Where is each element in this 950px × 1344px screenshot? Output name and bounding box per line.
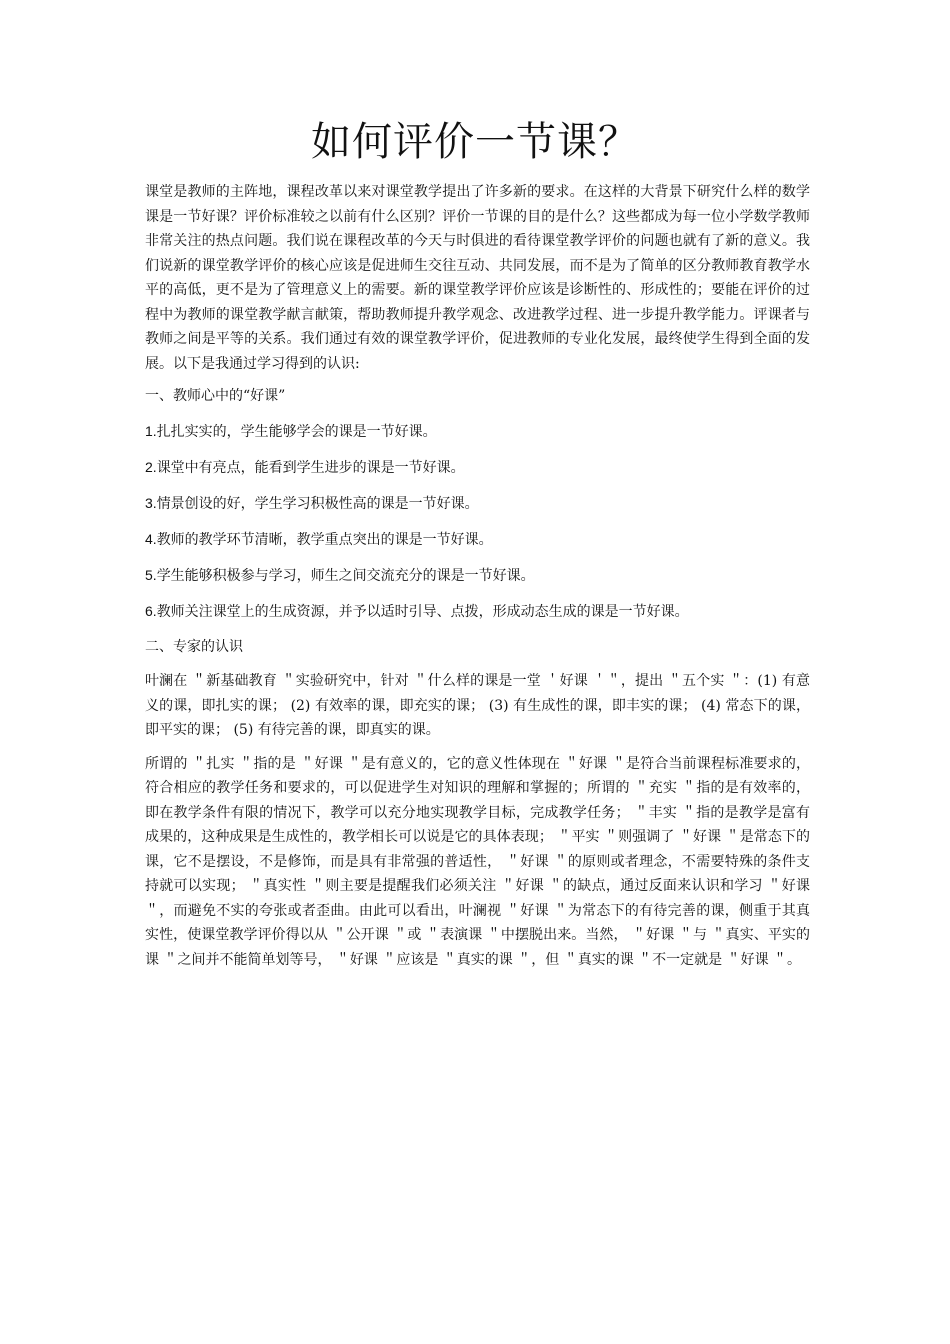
list-item <box>145 599 810 625</box>
item-text: 扎扎实实的，学生能够学会的课是一节好课。 <box>156 423 437 440</box>
item-text: 教师的教学环节清晰，教学重点突出的课是一节好课。 <box>156 531 493 548</box>
section-heading-2: 二、专家的认识 <box>145 638 243 655</box>
item-number: 3. <box>145 494 157 511</box>
item-number: 1. <box>145 422 157 439</box>
item-number: 2. <box>145 458 157 475</box>
item-text: 课堂中有亮点，能看到学生进步的课是一节好课。 <box>156 459 465 476</box>
list-item <box>145 563 810 589</box>
five-solid-paragraph: 叶澜在 ＂新基础教育 ＂实验研究中，针对 ＂什么样的课是一堂 ＇好课 ＇＂，提出 ＂五个实 ＂：(1) 有意义的课，即扎实的课； (2) 有效率的课，即充实的课； (3) 有生成性的课，即丰实的课； (4) 常态下的课，即平实的课； (5) 有待完善的课，即真实的课。 <box>145 673 810 738</box>
section-heading-1: 一、教师心中的“好课” <box>145 388 286 404</box>
item-number: 6. <box>145 602 157 619</box>
item-number: 4. <box>145 530 157 547</box>
document-body <box>145 180 810 972</box>
list-item <box>145 455 810 481</box>
list-item <box>145 491 810 517</box>
list-item <box>145 527 810 553</box>
intro-paragraph: 课堂是教师的主阵地，课程改革以来对课堂教学提出了许多新的要求。在这样的大背景下研究什么样的数学课是一节好课？评价标准较之以前有什么区别？评价一节课的目的是什么？这些都成为每一位小学数学教师非常关注的热点问题。我们说在课程改革的今天与时俱进的看待课堂教学评价的问题也就有了新的意义。我们说新的课堂教学评价的核心应该是促进师生交往互动、共同发展，而不是为了简单的区分教师教育教学水平的高低，更不是为了管理意义上的需要。新的课堂教学评价应该是诊断性的、形成性的；要能在评价的过程中为教师的课堂教学献言献策，帮助教师提升教学观念、改进教学过程、进一步提升教学能力。评课者与教师之间是平等的关系。我们通过有效的课堂教学评价，促进教师的专业化发展，最终使学生得到全面的发展。以下是我通过学习得到的认识: <box>145 184 810 372</box>
item-number: 5. <box>145 566 157 583</box>
page-title: 如何评价一节课？ <box>311 119 639 165</box>
explanation-paragraph: 所谓的 ＂扎实 ＂指的是 ＂好课 ＂是有意义的，它的意义性体现在 ＂好课 ＂是符合当前课程标准要求的，符合相应的教学任务和要求的，可以促进学生对知识的理解和掌握的；所谓的 ＂充实 ＂指的是有效率的，即在教学条件有限的情况下，教学可以充分地实现教学目标，完成教学任务； ＂丰实 ＂指的是教学是富有成果的，这种成果是生成性的，教学相长可以说是它的具体表现； ＂平实 ＂则强调了 ＂好课 ＂是常态下的课，它不是摆设，不是修饰，而是具有非常强的普适性， ＂好课 ＂的原则或者理念，不需要特殊的条件支持就可以实现； ＂真实性 ＂则主要是提醒我们必须关注 ＂好课 ＂的缺点，通过反面来认识和学习 ＂好课 ＂，而避免不实的夸张或者歪曲。由此可以看出，叶澜视 ＂好课 ＂为常态下的有待完善的课，侧重于其真实性，使课堂教学评价得以从 ＂公开课 ＂或 ＂表演课 ＂中摆脱出来。当然， ＂好课 ＂与 ＂真实、平实的课 ＂之间并不能简单划等号， ＂好课 ＂应该是 ＂真实的课 ＂，但 ＂真实的课 ＂不一定就是 ＂好课 ＂。 <box>145 755 810 968</box>
item-text: 学生能够积极参与学习，师生之间交流充分的课是一节好课。 <box>156 567 535 584</box>
list-item <box>145 419 810 445</box>
item-text: 教师关注课堂上的生成资源，并予以适时引导、点拨，形成动态生成的课是一节好课。 <box>156 603 689 620</box>
item-text: 情景创设的好，学生学习积极性高的课是一节好课。 <box>156 495 479 512</box>
